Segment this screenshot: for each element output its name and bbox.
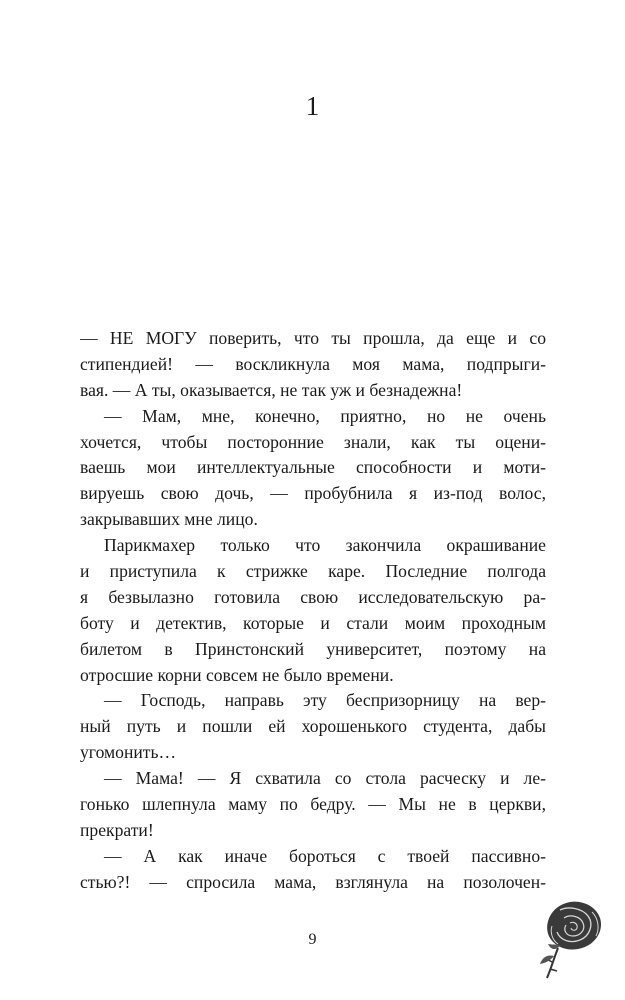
rose-icon <box>530 896 610 980</box>
text-line: угомонить… <box>80 742 177 763</box>
text-line: ный путь и пошли ей хорошенького студента, дабы <box>80 716 546 737</box>
body-text <box>80 326 546 896</box>
text-line: — А как иначе бороться с твоей пассивно- <box>104 845 546 866</box>
text-line: и приступила к стрижке каре. Последние полгода <box>80 561 546 582</box>
text-line: — Мам, мне, конечно, приятно, но не очень <box>104 405 546 426</box>
text-line: прекрати! <box>80 819 154 840</box>
text-line: — НЕ МОГУ поверить, что ты прошла, да еще и со <box>80 328 546 348</box>
text-line: вируешь свою дочь, — пробубнила я из-под волос, <box>80 483 546 504</box>
text-line: — Мама! — Я схватила со стола расческу и ле- <box>104 768 546 789</box>
chapter-number: 1 <box>305 91 320 121</box>
text-line: отросшие корни совсем не было времени. <box>80 664 394 685</box>
text-line: — Господь, направь эту беспризорницу на вер- <box>104 690 546 711</box>
text-line: стипендией! — воскликнула моя мама, подпрыги- <box>80 353 546 374</box>
text-line: ваешь мои интеллектуальные способности и моти- <box>80 457 546 478</box>
text-line: гонько шлепнула маму по бедру. — Мы не в церкви, <box>80 794 546 815</box>
page-number: 9 <box>308 931 317 948</box>
text-line: боту и детектив, которые и стали моим проходным <box>80 612 546 633</box>
text-line: билетом в Принстонский университет, поэтому на <box>80 638 546 659</box>
text-line: я безвылазно готовила свою исследовательскую ра- <box>80 586 546 607</box>
text-line: стью?! — спросила мама, взглянула на позолочен- <box>80 871 546 892</box>
text-line: хочется, чтобы посторонние знали, как ты оцени- <box>80 431 546 452</box>
text-line: вая. — А ты, оказывается, не так уж и безнадежна! <box>80 379 463 400</box>
text-line: закрывавших мне лицо. <box>80 509 258 530</box>
text-line: Парикмахер только что закончила окрашивание <box>104 535 546 556</box>
